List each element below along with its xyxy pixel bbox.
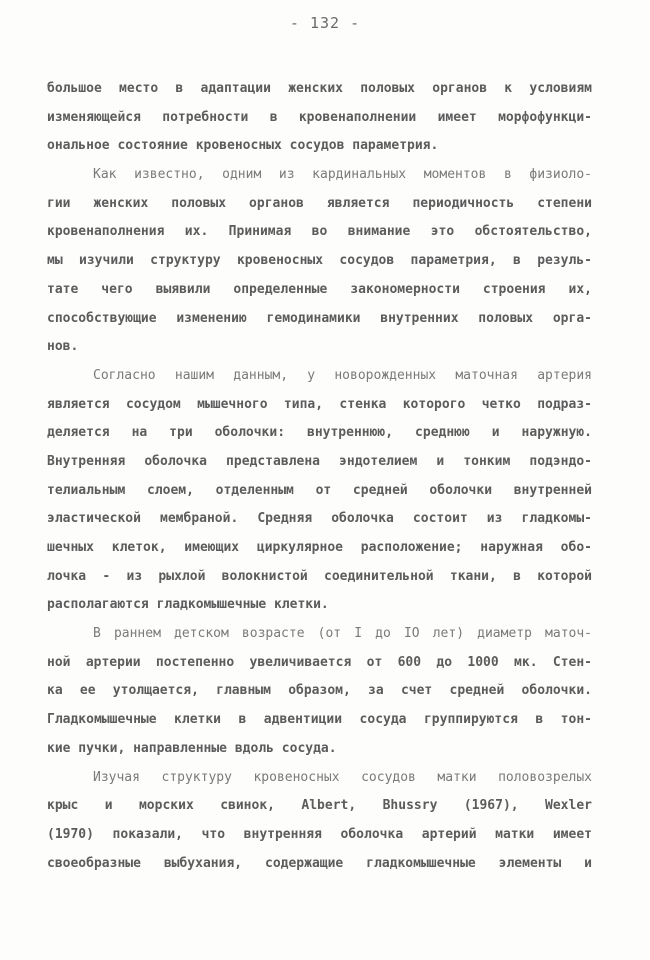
text-line: изменяющейся потребности в кровенаполнении имеет морфофункци- [47, 109, 592, 125]
text-line: Изучая структуру кровеносных сосудов матки половозрелых [93, 769, 592, 785]
text-line: располагаются гладкомышечные клетки. [47, 597, 329, 613]
text-line: ональное состояние кровеносных сосудов параметрия. [47, 138, 439, 154]
text-line: тате чего выявили определенные закономерности строения их, [47, 281, 592, 297]
text-line: эластической мембраной. Средняя оболочка состоит из гладкомы- [47, 511, 592, 527]
text-line: Как известно, одним из кардинальных моментов в физиоло- [93, 167, 592, 183]
text-line: ной артерии постепенно увеличивается от 600 до 1000 мк. Стен- [47, 654, 592, 670]
text-line: крыс и морских свинок, Albert, Bhussry (1967), Wexler [47, 798, 592, 814]
text-line: шечных клеток, имеющих циркулярное расположение; наружная обо- [47, 540, 592, 555]
text-line: (1970) показали, что внутренняя оболочка артерий матки имеет [47, 826, 592, 842]
text-line: своеобразные выбухания, содержащие гладкомышечные элементы и [47, 855, 592, 871]
page-number: - 132 - [289, 14, 361, 32]
text-line: нов. [47, 339, 79, 355]
text-line: большое место в адаптации женских половых органов к условиям [47, 81, 592, 96]
text-line: Согласно нашим данным, у новорожденных маточная артерия [93, 367, 592, 383]
text-line: мы изучили структуру кровеносных сосудов параметрия, в резуль- [47, 253, 592, 269]
text-line: Гладкомышечные клетки в адвентиции сосуда группируются в тон- [47, 712, 592, 728]
text-line: лочка - из рыхлой волокнистой соединительной ткани, в которой [47, 568, 592, 584]
text-line: гии женских половых органов является периодичность степени [47, 195, 592, 211]
text-line: кровенаполнения их. Принимая во внимание это обстоятельство, [47, 224, 592, 240]
text-line: способствующие изменению гемодинамики внутренних половых орга- [47, 310, 592, 326]
text-line: является сосудом мышечного типа, стенка которого четко подраз- [47, 396, 592, 412]
text-line: телиальным слоем, отделенным от средней оболочки внутренней [47, 482, 592, 498]
text-line: деляется на три оболочки: внутреннюю, среднюю и наружную. [47, 425, 592, 441]
body-text [47, 75, 592, 878]
text-line: В раннем детском возрасте (от I до IO лет) диаметр маточ- [93, 626, 592, 642]
text-line: ка ее утолщается, главным образом, за счет средней оболочки. [47, 683, 592, 699]
text-line: кие пучки, направленные вдоль сосуда. [47, 740, 337, 756]
text-line: Внутренняя оболочка представлена эндотелием и тонким подэндо- [47, 453, 592, 469]
